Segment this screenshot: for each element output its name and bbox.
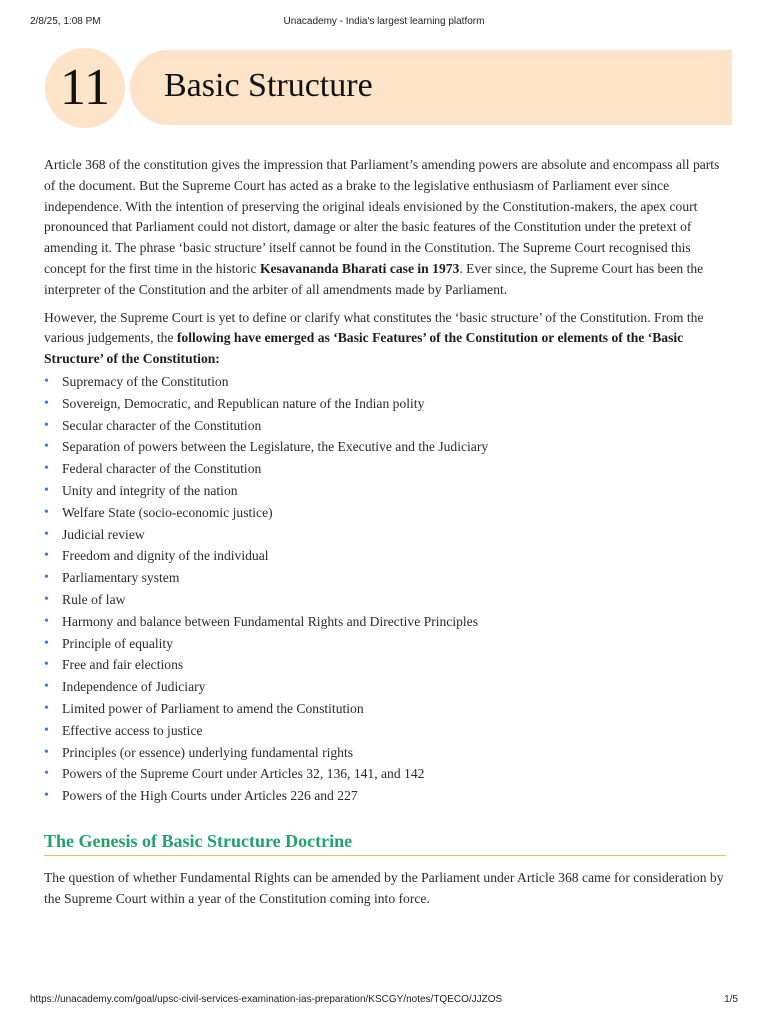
chapter-title: Basic Structure — [164, 67, 373, 104]
list-item — [44, 502, 734, 524]
page-number: 1/5 — [724, 994, 738, 1005]
bullet-icon: • — [44, 744, 49, 760]
list-item-text: Federal character of the Constitution — [62, 461, 262, 477]
kesavananda-case-highlight: Kesavananda Bharati case in 1973 — [259, 260, 460, 276]
bullet-icon: • — [44, 504, 49, 520]
list-item — [44, 611, 734, 633]
list-item — [44, 436, 734, 458]
bullet-icon: • — [44, 722, 49, 738]
list-item-text: Harmony and balance between Fundamental Rights and Directive Principles — [62, 613, 478, 629]
bullet-icon: • — [44, 613, 49, 629]
list-item — [44, 785, 734, 807]
basic-features-highlight: following have emerged as ‘Basic Features’ of the Constitution or elements of the ‘Basic Structure’ of the Constitution: — [44, 330, 684, 367]
bullet-icon: • — [44, 635, 49, 651]
bullet-icon: • — [44, 591, 49, 607]
genesis-paragraph: The question of whether Fundamental Rights can be amended by the Parliament under Article 368 came for consideration by the Supreme Court within a year of the Constitution coming into force. — [44, 869, 724, 906]
bullet-icon: • — [44, 700, 49, 716]
intro-paragraph-2: However, the Supreme Court is yet to define or clarify what constitutes the ‘basic structure’ of the Constitution. From the various judgements, the following have emerged as ‘Basic Features’ of the Constitution or elements of the ‘Basic Structure’ of the Constitution: — [44, 309, 704, 367]
print-url: https://unacademy.com/goal/upsc-civil-services-examination-ias-preparation/KSCGY/notes/TQECO/JJZOS — [30, 994, 503, 1005]
print-header — [30, 16, 738, 30]
bullet-icon: • — [44, 679, 49, 695]
bullet-icon: • — [44, 766, 49, 782]
list-item-text: Sovereign, Democratic, and Republican nature of the Indian polity — [62, 395, 425, 411]
list-item-text: Rule of law — [62, 591, 126, 607]
list-item — [44, 415, 734, 437]
bullet-icon: • — [44, 395, 49, 411]
list-item-text: Effective access to justice — [62, 722, 203, 738]
list-item-text: Welfare State (socio-economic justice) — [62, 504, 273, 520]
bullet-icon: • — [44, 548, 49, 564]
bullet-icon: • — [44, 461, 49, 477]
list-item-text: Powers of the Supreme Court under Articles 32, 136, 141, and 142 — [62, 766, 425, 782]
bullet-icon: • — [44, 439, 49, 455]
chapter-number: 11 — [45, 48, 125, 128]
bullet-icon: • — [44, 482, 49, 498]
main-content — [44, 155, 734, 917]
section-heading-genesis: The Genesis of Basic Structure Doctrine — [44, 829, 726, 856]
list-item-text: Freedom and dignity of the individual — [62, 548, 269, 564]
list-item-text: Independence of Judiciary — [62, 679, 206, 695]
list-item — [44, 720, 734, 742]
list-item-text: Free and fair elections — [62, 657, 184, 673]
list-item — [44, 676, 734, 698]
print-page-title: Unacademy - India's largest learning platform — [283, 16, 485, 27]
list-item-text: Secular character of the Constitution — [62, 417, 262, 433]
list-item-text: Principles (or essence) underlying fundamental rights — [62, 744, 354, 760]
list-item-text: Limited power of Parliament to amend the Constitution — [62, 700, 364, 716]
list-item — [44, 480, 734, 502]
list-item — [44, 567, 734, 589]
bullet-icon: • — [44, 570, 49, 586]
list-item-text: Separation of powers between the Legislature, the Executive and the Judiciary — [62, 439, 489, 455]
list-item-text: Judicial review — [62, 526, 145, 542]
print-datetime: 2/8/25, 1:08 PM — [30, 16, 101, 27]
list-item-text: Parliamentary system — [62, 570, 180, 586]
basic-features-list — [44, 371, 734, 807]
bullet-icon: • — [44, 373, 49, 389]
list-item-text: Supremacy of the Constitution — [62, 373, 229, 389]
list-item — [44, 763, 734, 785]
bullet-icon: • — [44, 526, 49, 542]
list-item — [44, 393, 734, 415]
intro-paragraph-1: Article 368 of the constitution gives the impression that Parliament’s amending powers are absolute and encompass all parts of the document. But the Supreme Court has acted as a brake to the legislative enthusiasm of Parliament ever since independence. With the intention of preserving the original ideals envisioned by the Constitution-makers, the apex court pronounced that Parliament could not distort, damage or alter the basic features of the Constitution under the pretext of amending it. The phrase ‘basic structure’ itself cannot be found in the Constitution. The Supreme Court recognised this concept for the first time in the historic Kesavananda Bharati case in 1973. Ever since, the Supreme Court has been the interpreter of the Constitution and the arbiter of all amendments made by Parliament. — [44, 157, 720, 297]
bullet-icon: • — [44, 417, 49, 433]
list-item — [44, 524, 734, 546]
bullet-icon: • — [44, 657, 49, 673]
list-item-text: Unity and integrity of the nation — [62, 482, 238, 498]
list-item-text: Principle of equality — [62, 635, 173, 651]
list-item — [44, 654, 734, 676]
list-item — [44, 633, 734, 655]
list-item — [44, 371, 734, 393]
bullet-icon: • — [44, 788, 49, 804]
print-footer — [30, 994, 738, 1008]
list-item — [44, 742, 734, 764]
list-item — [44, 589, 734, 611]
list-item — [44, 545, 734, 567]
list-item — [44, 458, 734, 480]
list-item-text: Powers of the High Courts under Articles 226 and 227 — [62, 788, 358, 804]
list-item — [44, 698, 734, 720]
